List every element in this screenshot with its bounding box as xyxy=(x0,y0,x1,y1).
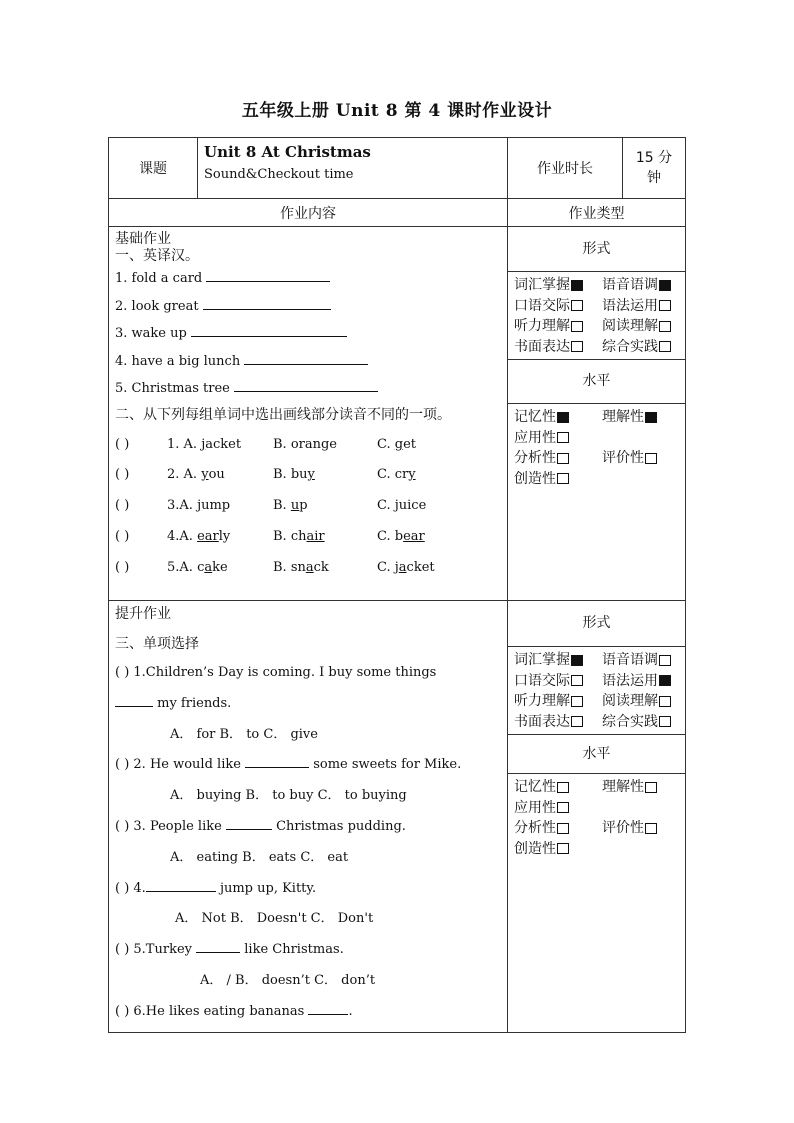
option-c: C. get xyxy=(377,436,416,452)
answer-blank[interactable] xyxy=(308,1000,348,1015)
checkbox-label: 听力理解 xyxy=(514,693,570,709)
empty-box-icon[interactable] xyxy=(659,655,671,666)
checked-box-icon[interactable] xyxy=(645,412,657,423)
checkbox-option[interactable] xyxy=(602,275,690,296)
phonics-item xyxy=(115,522,501,553)
checkbox-row xyxy=(508,650,685,671)
empty-box-icon[interactable] xyxy=(557,823,569,834)
item-text: 4. have a big lunch xyxy=(115,353,241,369)
answer-blank[interactable] xyxy=(115,692,153,707)
empty-box-icon[interactable] xyxy=(659,321,671,332)
empty-box-icon[interactable] xyxy=(659,341,671,352)
q1-line1: ( ) 1.Children’s Day is coming. I buy some things xyxy=(115,665,437,680)
checkbox-label: 应用性 xyxy=(514,429,556,446)
time-value-line1: 15 分 xyxy=(635,150,673,166)
checkbox-row xyxy=(508,777,685,798)
option-c: C. bear xyxy=(377,528,425,544)
q4-options: A． Not B． Doesn't C． Don't xyxy=(175,911,374,927)
checkbox-option[interactable] xyxy=(514,650,602,671)
checkbox-row xyxy=(508,818,685,839)
q4: ( ) 4. jump up, Kitty. xyxy=(115,874,501,905)
translation-item xyxy=(115,293,501,321)
empty-box-icon[interactable] xyxy=(571,341,583,352)
empty-box-icon[interactable] xyxy=(571,675,583,686)
checkbox-label: 综合实践 xyxy=(602,713,658,730)
answer-blank[interactable] xyxy=(226,815,272,830)
checkbox-label: 应用性 xyxy=(514,799,556,816)
checkbox-row xyxy=(508,839,685,860)
checkbox-option[interactable] xyxy=(602,712,690,733)
part2-title: 二、从下列每组单词中选出画线部分读音不同的一项。 xyxy=(115,406,451,423)
phonics-item xyxy=(115,491,501,522)
checkbox-label: 口语交际 xyxy=(514,672,570,689)
checkbox-option[interactable] xyxy=(514,337,602,358)
checkbox-option[interactable] xyxy=(602,448,690,469)
empty-box-icon[interactable] xyxy=(557,453,569,464)
empty-box-icon[interactable] xyxy=(557,432,569,443)
item-text: 5. Christmas tree xyxy=(115,381,230,396)
empty-box-icon[interactable] xyxy=(557,782,569,793)
section2-heading: 提升作业 xyxy=(115,606,171,622)
checkbox-label: 创造性 xyxy=(514,470,556,487)
checkbox-option[interactable] xyxy=(514,818,602,839)
checkbox-label: 评价性 xyxy=(602,820,644,836)
checkbox-option[interactable] xyxy=(514,671,602,692)
checkbox-option[interactable] xyxy=(514,407,602,428)
answer-blank[interactable] xyxy=(191,322,347,337)
translation-item xyxy=(115,348,501,376)
section1-heading: 基础作业 xyxy=(115,231,171,247)
checkbox-label: 语音语调 xyxy=(602,277,658,293)
translation-item xyxy=(115,320,501,348)
checkbox-option[interactable] xyxy=(514,428,602,449)
checkbox-label: 口语交际 xyxy=(514,297,570,314)
empty-box-icon[interactable] xyxy=(659,716,671,727)
checkbox-option[interactable] xyxy=(602,650,690,671)
empty-box-icon[interactable] xyxy=(645,782,657,793)
q1-options: A． for B． to C． give xyxy=(170,726,318,742)
empty-box-icon[interactable] xyxy=(557,473,569,484)
item-text: 2. look great xyxy=(115,298,199,314)
checkbox-label: 记忆性 xyxy=(514,409,556,425)
answer-parens[interactable]: ( ) xyxy=(115,436,130,452)
translation-item xyxy=(115,265,501,293)
topic-line2: Sound&Checkout time xyxy=(204,167,354,182)
checkbox-option[interactable] xyxy=(602,337,690,358)
empty-box-icon[interactable] xyxy=(571,716,583,727)
checkbox-label: 语法运用 xyxy=(602,297,658,314)
answer-parens[interactable]: ( ) xyxy=(115,498,130,514)
topic-label: 课题 xyxy=(109,138,198,199)
answer-blank[interactable] xyxy=(206,267,330,282)
checkbox-label: 理解性 xyxy=(602,409,644,425)
homework-table xyxy=(108,137,686,1033)
checkbox-label: 语音语调 xyxy=(602,652,658,668)
q2-options: A． buying B． to buy C． to buying xyxy=(170,788,407,804)
checkbox-label: 语法运用 xyxy=(602,672,658,689)
section2-content xyxy=(109,601,508,1033)
empty-box-icon[interactable] xyxy=(571,300,583,311)
type-label: 作业类型 xyxy=(508,199,686,227)
checkbox-row xyxy=(508,691,685,712)
time-value-line2: 钟 xyxy=(647,170,661,186)
checked-box-icon[interactable] xyxy=(571,655,583,666)
checkbox-row xyxy=(508,671,685,692)
checkbox-option[interactable] xyxy=(602,691,690,712)
checkbox-option[interactable] xyxy=(602,818,690,839)
checkbox-row xyxy=(508,428,685,449)
checkbox-label: 综合实践 xyxy=(602,338,658,355)
checkbox-row xyxy=(508,296,685,317)
checkbox-option[interactable] xyxy=(514,712,602,733)
empty-box-icon[interactable] xyxy=(557,843,569,854)
checkbox-label: 分析性 xyxy=(514,450,556,466)
section1-content xyxy=(109,227,508,601)
answer-parens[interactable]: ( ) xyxy=(115,467,130,483)
checkbox-option[interactable] xyxy=(514,448,602,469)
answer-blank[interactable] xyxy=(203,295,331,310)
option-b: B. chair xyxy=(273,528,325,544)
checkbox-option[interactable] xyxy=(602,296,690,317)
item-text: 3. wake up xyxy=(115,326,187,341)
empty-box-icon[interactable] xyxy=(645,823,657,834)
checkbox-label: 词汇掌握 xyxy=(514,652,570,668)
q5: ( ) 5.Turkey like Christmas. xyxy=(115,935,501,966)
checkbox-row xyxy=(508,407,685,428)
content-label: 作业内容 xyxy=(109,199,508,227)
checked-box-icon[interactable] xyxy=(571,280,583,291)
checkbox-label: 书面表达 xyxy=(514,338,570,355)
q3-options: A． eating B． eats C． eat xyxy=(170,849,349,865)
empty-box-icon[interactable] xyxy=(571,696,583,707)
checkbox-label: 创造性 xyxy=(514,840,556,857)
checkbox-option[interactable] xyxy=(514,296,602,317)
empty-box-icon[interactable] xyxy=(557,802,569,813)
option-a: 1. A. jacket xyxy=(167,436,242,452)
checkbox-option[interactable] xyxy=(602,777,690,798)
empty-box-icon[interactable] xyxy=(659,300,671,311)
checkbox-row xyxy=(508,337,685,358)
checkbox-label: 阅读理解 xyxy=(602,318,658,334)
level-label: 水平 xyxy=(508,735,685,774)
form-label: 形式 xyxy=(508,227,685,272)
answer-blank[interactable] xyxy=(245,753,309,768)
item-text: 1. fold a card xyxy=(115,271,203,286)
checkbox-label: 理解性 xyxy=(602,779,644,795)
translation-item xyxy=(115,375,501,403)
checkbox-row xyxy=(508,316,685,337)
option-a: 2. A. you xyxy=(167,467,225,483)
answer-blank[interactable] xyxy=(234,377,378,392)
option-a: 3.A. jump xyxy=(167,498,231,514)
checkbox-option[interactable] xyxy=(602,671,690,692)
phonics-item xyxy=(115,460,501,491)
checkbox-label: 阅读理解 xyxy=(602,693,658,709)
checked-box-icon[interactable] xyxy=(659,675,671,686)
option-c: C. juice xyxy=(377,498,427,514)
q6: ( ) 6.He likes eating bananas . xyxy=(115,997,501,1028)
time-label: 作业时长 xyxy=(508,138,623,199)
checkbox-option[interactable] xyxy=(514,777,602,798)
option-b: B. buy xyxy=(273,467,315,483)
checkbox-row xyxy=(508,469,685,490)
checkbox-option[interactable] xyxy=(514,839,602,860)
checkbox-label: 听力理解 xyxy=(514,318,570,334)
checkbox-option[interactable] xyxy=(514,469,602,490)
checkbox-option[interactable] xyxy=(602,316,690,337)
option-a: 5.A. cake xyxy=(167,559,228,575)
page-title: 五年级上册 Unit 8 第 4 课时作业设计 xyxy=(241,101,553,121)
empty-box-icon[interactable] xyxy=(571,321,583,332)
level-label: 水平 xyxy=(508,360,685,404)
empty-box-icon[interactable] xyxy=(659,696,671,707)
checkbox-option[interactable] xyxy=(514,691,602,712)
q2: ( ) 2. He would like some sweets for Mike. xyxy=(115,750,501,781)
answer-parens[interactable]: ( ) xyxy=(115,528,130,544)
checkbox-option[interactable] xyxy=(514,316,602,337)
checkbox-row xyxy=(508,798,685,819)
option-c: C. cry xyxy=(377,467,416,483)
q1-line2: my friends. xyxy=(115,689,501,720)
part1-title: 一、英译汉。 xyxy=(115,248,199,264)
phonics-item xyxy=(115,553,501,584)
checkbox-option[interactable] xyxy=(602,407,690,428)
option-b: B. up xyxy=(273,498,308,514)
checkbox-label: 书面表达 xyxy=(514,713,570,730)
checkbox-option[interactable] xyxy=(514,798,602,819)
topic-line1: Unit 8 At Christmas xyxy=(204,143,371,161)
option-b: B. orange xyxy=(273,436,337,452)
checkbox-row xyxy=(508,712,685,733)
checked-box-icon[interactable] xyxy=(557,412,569,423)
form-label: 形式 xyxy=(508,601,685,647)
checkbox-row xyxy=(508,448,685,469)
checkbox-option[interactable] xyxy=(514,275,602,296)
q5-options: A． / B． doesn’t C． don’t xyxy=(200,972,376,988)
answer-blank[interactable] xyxy=(244,350,368,365)
checked-box-icon[interactable] xyxy=(659,280,671,291)
checkbox-row xyxy=(508,275,685,296)
answer-parens[interactable]: ( ) xyxy=(115,559,130,575)
answer-blank[interactable] xyxy=(146,877,216,892)
checkbox-label: 评价性 xyxy=(602,450,644,466)
q3: ( ) 3. People like Christmas pudding. xyxy=(115,812,501,843)
answer-blank[interactable] xyxy=(196,938,240,953)
part3-title: 三、单项选择 xyxy=(115,636,199,652)
option-a: 4.A. early xyxy=(167,528,231,544)
checkbox-label: 记忆性 xyxy=(514,779,556,795)
option-b: B. snack xyxy=(273,559,329,575)
checkbox-label: 词汇掌握 xyxy=(514,277,570,293)
phonics-item xyxy=(115,430,501,461)
checkbox-label: 分析性 xyxy=(514,820,556,836)
empty-box-icon[interactable] xyxy=(645,453,657,464)
option-c: C. jacket xyxy=(377,559,435,575)
